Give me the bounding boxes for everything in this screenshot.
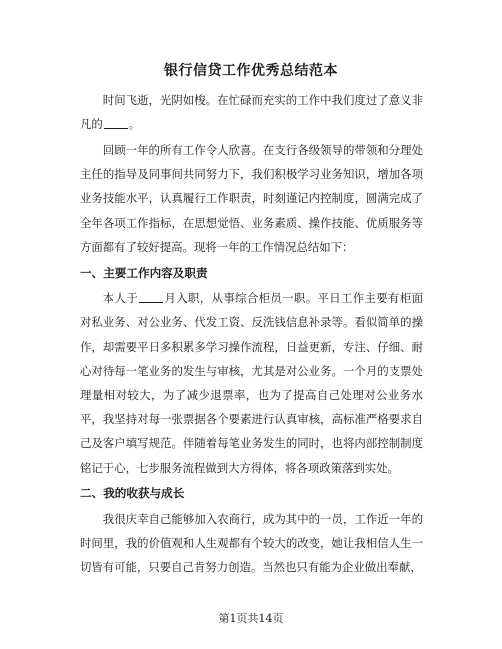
page-number-footer: 第1页共14页 [218,612,284,625]
blank-underline [139,291,163,303]
paragraph-growth: 我很庆幸自己能够加入农商行，成为其中的一员，工作近一年的时间里，我的价值观和人生观都有个较大的改变，她让我相信人生一切皆有可能，只要自己肯努力创造。当然也只有能为企业做出奉献， [80,512,423,575]
section-heading-growth: 二、我的收获与成长 [80,486,185,501]
paragraph-intro-text: 时间飞逝，光阴如梭。在忙碌而充实的工作中我们度过了意义非凡的 [80,93,423,132]
blank-underline [104,117,128,129]
paragraph-work [80,286,423,480]
paragraph-work-text: 月入职，从事综合柜员一职。平日工作主要有柜面对私业务、对公业务、代发工资、反洗钱信息补录等。看似简单的操作，却需要平日多积累多学习操作流程，日益更新，专注、仔细、耐心对待每一笔业务的发生与审核，尤其是对公业务。一个月的支票处理量相对较大，为了减少退票率，也为了提高自己处理对公业务水平，我坚持对每一张票据各个要素进行认真审核，高标准严格要求自己及客户填写规范。伴随着每笔业务发生的同时，也将内部控制制度铭记于心，七步服务流程做到大方得体，将各项政策落到实处。 [80,291,423,475]
paragraph-intro [80,88,423,136]
section-heading-work: 一、主要工作内容及职责 [80,265,208,280]
paragraph-work-start: 本人于 [102,291,139,306]
document-title: 银行信贷工作优秀总结范本 [164,63,338,79]
paragraph-review: 回顾一年的所有工作令人欣喜。在支行各级领导的带领和分理处主任的指导及同事间共同努力下，我们积极学习业务知识，增加各项业务技能水平，认真履行工作职责，时刻谨记内控制度，圆满完成了全年各项工作指标，在思想觉悟、业务素质、操作技能、优质服务等方面都有了较好提高。现将一年的工作情况总结如下： [80,143,423,254]
paragraph-intro-end: 。 [128,117,141,132]
document-body [80,88,423,581]
